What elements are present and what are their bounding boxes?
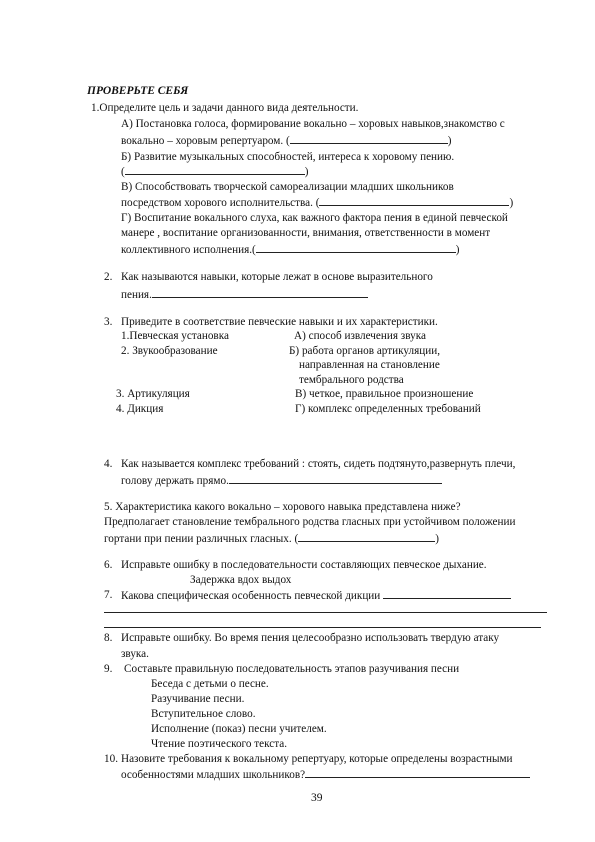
closing-paren: ) bbox=[435, 533, 439, 545]
answer-blank-1d[interactable] bbox=[256, 242, 456, 253]
match-right-2-cont1: направленная на становление bbox=[299, 359, 440, 371]
list-item: Разучивание песни. bbox=[151, 693, 245, 705]
question-1-option-c: В) Способствовать творческой самореализации младших школьников bbox=[121, 181, 454, 193]
answer-blank-1a[interactable] bbox=[290, 133, 448, 144]
match-right-3: В) четкое, правильное произношение bbox=[295, 388, 474, 400]
closing-paren: ) bbox=[509, 197, 514, 209]
match-right-2: Б) работа органов артикуляции, bbox=[289, 345, 440, 357]
match-left-4: 4. Дикция bbox=[116, 403, 164, 415]
question-1-option-c-cont bbox=[121, 195, 513, 210]
question-7-number: 7. bbox=[104, 589, 113, 601]
question-7 bbox=[121, 588, 511, 603]
question-6: Исправьте ошибку в последовательности составляющих певческое дыхание. bbox=[121, 559, 487, 571]
question-10-number: 10. bbox=[104, 753, 118, 765]
question-10: Назовите требования к вокальному репертуару, которые определены возрастными bbox=[121, 753, 513, 765]
question-3: Приведите в соответствие певческие навыки и их характеристики. bbox=[121, 316, 438, 328]
question-9: Составьте правильную последовательность этапов разучивания песни bbox=[124, 663, 460, 675]
question-1-option-a: А) Постановка голоса, формирование вокально – хоровых навыков,знакомство с bbox=[121, 118, 505, 130]
match-left-3: 3. Артикуляция bbox=[116, 388, 190, 400]
list-item: Беседа с детьми о песне. bbox=[151, 678, 269, 690]
question-8-cont: звука. bbox=[121, 648, 149, 660]
closing-paren: ) bbox=[447, 135, 452, 147]
question-10-text: особенностями младших школьников? bbox=[121, 769, 306, 781]
question-5-cont2 bbox=[104, 531, 439, 546]
closing-paren: ) bbox=[455, 244, 460, 256]
question-2-cont bbox=[121, 287, 368, 302]
question-1-option-d-text: коллективного исполнения.( bbox=[121, 244, 256, 256]
question-4-text: голову держать прямо. bbox=[121, 475, 229, 487]
match-right-4: Г) комплекс определенных требований bbox=[295, 403, 481, 415]
answer-blank-5[interactable] bbox=[298, 531, 435, 542]
question-1-option-d-cont2 bbox=[121, 242, 459, 257]
question-1-option-c-text: посредством хорового исполнительства. ( bbox=[121, 197, 320, 209]
question-1: 1.Определите цель и задачи данного вида деятельности. bbox=[91, 102, 359, 114]
question-2: Как называются навыки, которые лежат в основе выразительного bbox=[121, 271, 433, 283]
section-title: ПРОВЕРЬТЕ СЕБЯ bbox=[87, 85, 189, 97]
question-6-number: 6. bbox=[104, 559, 113, 571]
question-10-cont bbox=[121, 767, 530, 782]
question-1-option-b-cont bbox=[121, 164, 308, 179]
question-8-number: 8. bbox=[104, 632, 113, 644]
question-1-option-a-text: вокально – хоровым репертуаром. ( bbox=[121, 135, 290, 147]
question-5-text: гортани при пении различных гласных. ( bbox=[104, 533, 299, 545]
question-7-text: Какова специфическая особенность певческой дикции bbox=[121, 590, 381, 602]
question-2-number: 2. bbox=[104, 271, 113, 283]
answer-line-7b[interactable] bbox=[104, 627, 541, 628]
question-5: 5. Характеристика какого вокально – хорового навыка представлена ниже? bbox=[104, 501, 461, 513]
answer-blank-10[interactable] bbox=[305, 767, 530, 778]
question-4: Как называется комплекс требований : стоять, сидеть подтянуто,развернуть плечи, bbox=[121, 458, 516, 470]
question-4-cont bbox=[121, 473, 442, 488]
closing-paren: ) bbox=[304, 166, 309, 178]
question-2-text: пения. bbox=[121, 289, 152, 301]
question-4-number: 4. bbox=[104, 458, 113, 470]
question-1-option-d: Г) Воспитание вокального слуха, как важного фактора пения в единой певческой bbox=[121, 212, 508, 224]
question-1-option-a-cont bbox=[121, 133, 451, 148]
question-8: Исправьте ошибку. Во время пения целесообразно использовать твердую атаку bbox=[121, 632, 500, 644]
match-left-1: 1.Певческая установка bbox=[121, 330, 229, 342]
answer-line-7a[interactable] bbox=[104, 612, 547, 613]
match-left-2: 2. Звукообразование bbox=[121, 345, 218, 357]
opening-paren: ( bbox=[121, 166, 125, 178]
page-number: 39 bbox=[311, 792, 323, 804]
match-right-2-cont2: тембрального родства bbox=[299, 374, 404, 386]
answer-blank-1b[interactable] bbox=[125, 164, 305, 175]
question-1-option-d-cont1: манере , воспитание организованности, внимания, ответственности в момент bbox=[121, 227, 491, 239]
question-5-cont1: Предполагает становление тембрального родства гласных при устойчивом положении bbox=[104, 516, 516, 528]
list-item: Исполнение (показ) песни учителем. bbox=[151, 723, 327, 735]
answer-blank-2[interactable] bbox=[152, 287, 368, 298]
match-right-1: А) способ извлечения звука bbox=[294, 330, 426, 342]
question-9-number: 9. bbox=[104, 663, 113, 675]
answer-blank-1c[interactable] bbox=[319, 195, 509, 206]
question-1-option-b: Б) Развитие музыкальных способностей, интереса к хоровому пению. bbox=[121, 151, 455, 163]
answer-blank-7[interactable] bbox=[383, 588, 511, 599]
list-item: Чтение поэтического текста. bbox=[151, 738, 288, 750]
question-6-sequence: Задержка вдох выдох bbox=[190, 574, 292, 586]
answer-blank-4[interactable] bbox=[229, 473, 442, 484]
list-item: Вступительное слово. bbox=[151, 708, 256, 720]
question-3-number: 3. bbox=[104, 316, 113, 328]
